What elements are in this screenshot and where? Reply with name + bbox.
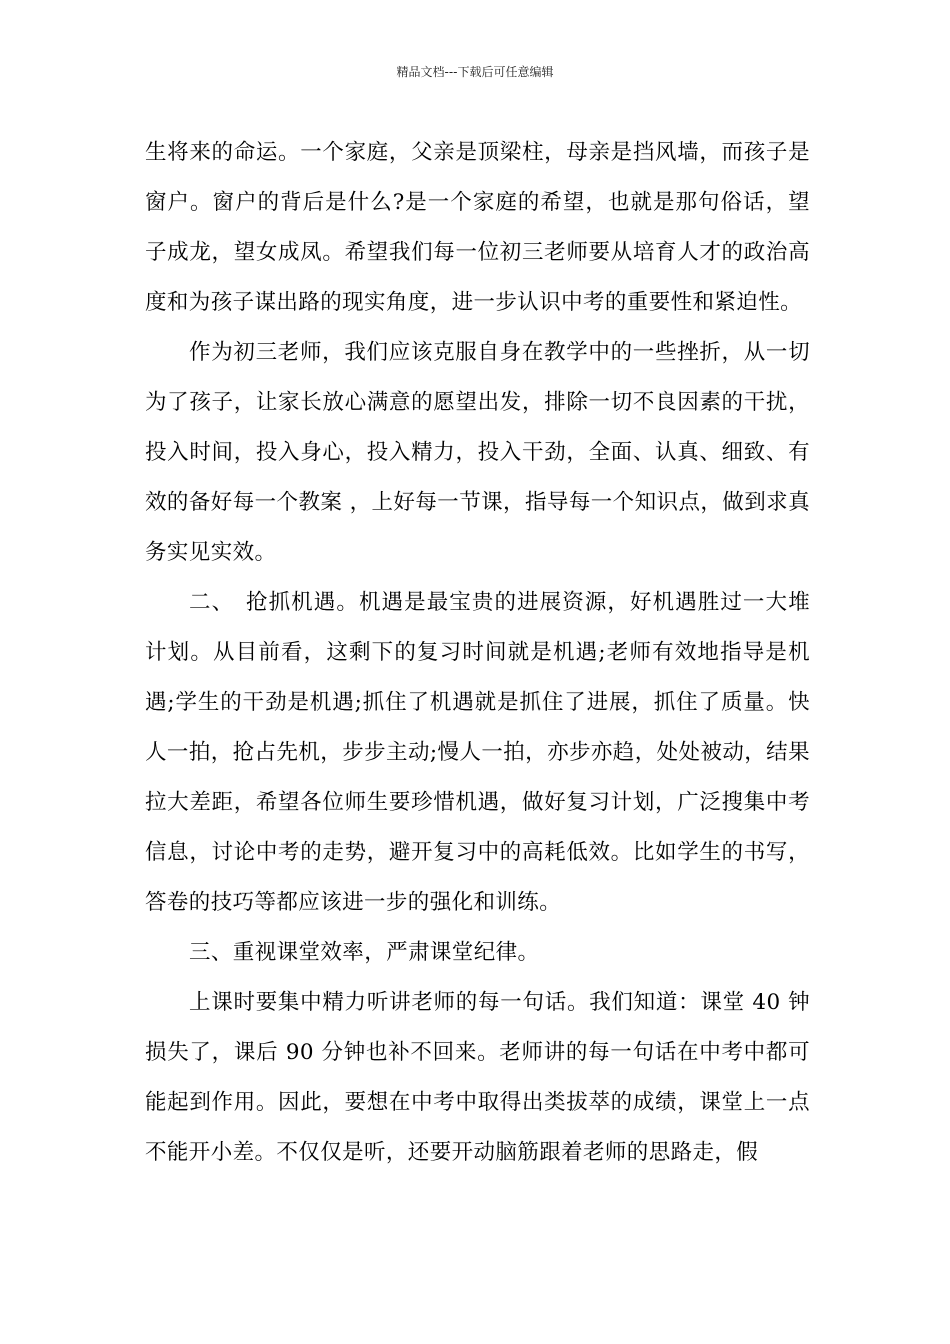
paragraph-5: 上课时要集中精力听讲老师的每一句话。我们知道：课堂 40 钟损失了，课后 90 分钟也补不回来。老师讲的每一句话在中考中都可能起到作用。因此，要想在中考中取得出类拔萃的成绩，课堂上一点不能开小差。不仅仅是听，还要开动脑筋跟着老师的思路走，假 xyxy=(145,990,810,1165)
page-header: 精品文档---下载后可任意编辑 xyxy=(396,65,554,79)
paragraph-4: 三、重视课堂效率，严肃课堂纪律。 xyxy=(189,940,540,965)
paragraph-3: 二、 抢抓机遇。机遇是最宝贵的进展资源，好机遇胜过一大堆计划。从目前看，这剩下的复习时间就是机遇;老师有效地指导是机遇;学生的干劲是机遇;抓住了机遇就是抓住了进展，抓住了质量。快人一拍，抢占先机，步步主动;慢人一拍，亦步亦趋，处处被动，结果拉大差距，希望各位师生要珍惜机遇，做好复习计划，广泛搜集中考信息，讨论中考的走势，避开复习中的高耗低效。比如学生的书写，答卷的技巧等都应该进一步的强化和训练。 xyxy=(145,590,810,915)
document-body xyxy=(145,128,810,1178)
paragraph-1: 生将来的命运。一个家庭，父亲是顶梁柱，母亲是挡风墙，而孩子是窗户。窗户的背后是什么?是一个家庭的希望，也就是那句俗话，望子成龙，望女成凤。希望我们每一位初三老师要从培育人才的政治高度和为孩子谋出路的现实角度，进一步认识中考的重要性和紧迫性。 xyxy=(145,140,810,315)
paragraph-2: 作为初三老师，我们应该克服自身在教学中的一些挫折，从一切为了孩子，让家长放心满意的愿望出发，排除一切不良因素的干扰，投入时间，投入身心，投入精力，投入干劲，全面、认真、细致、有效的备好每一个教案 ，上好每一节课，指导每一个知识点，做到求真务实见实效。 xyxy=(145,340,810,565)
